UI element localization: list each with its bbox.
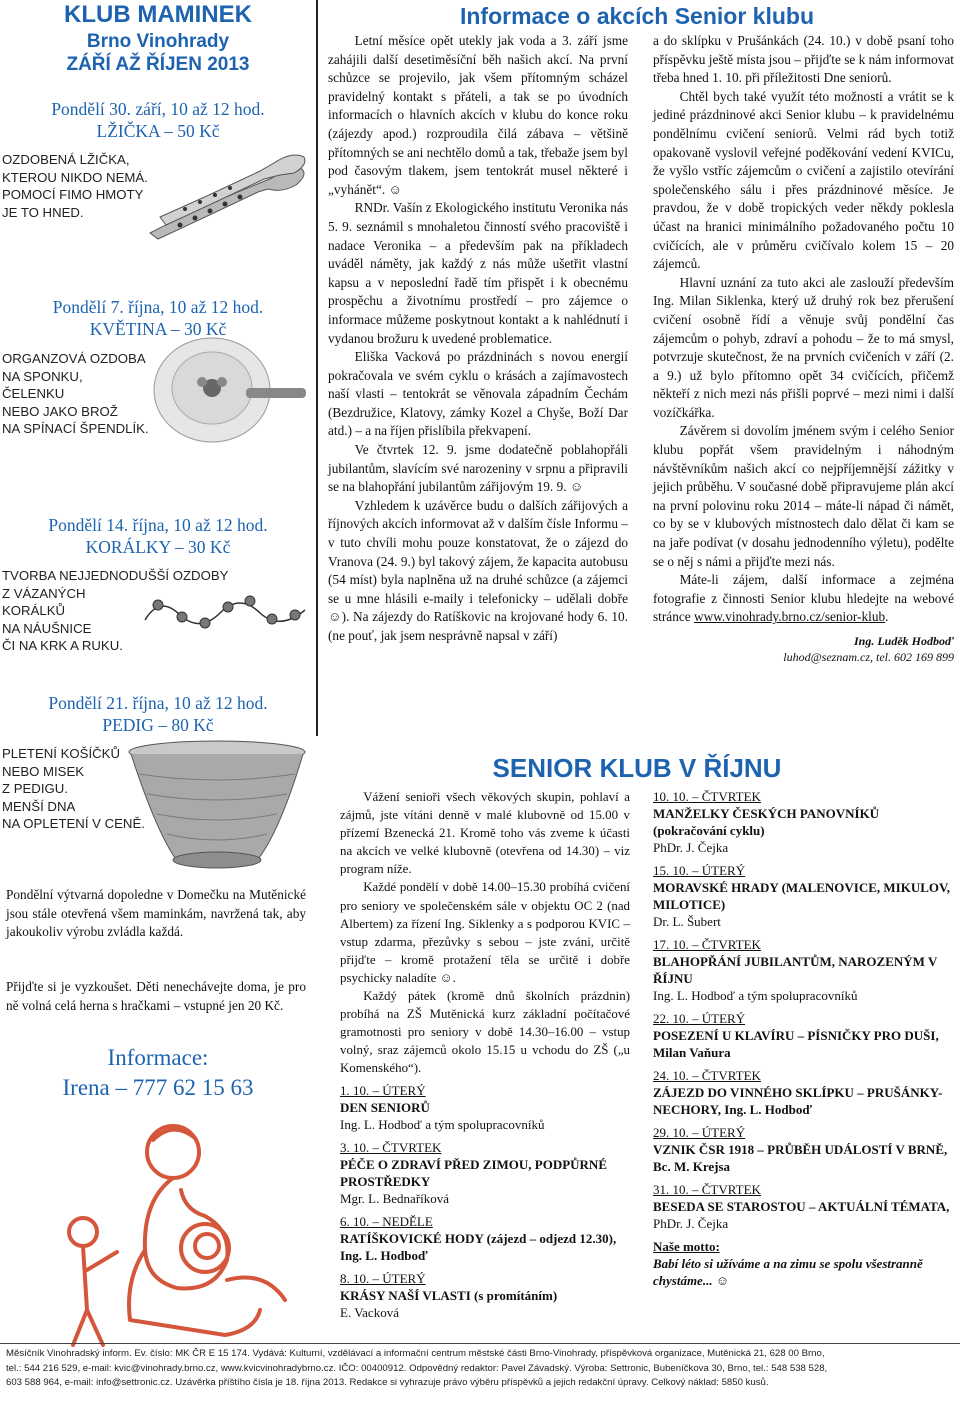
program-event-speaker: Ing. L. Hodboď a tým spolupracovníků [340,1117,545,1132]
info-contact: Irena – 777 62 15 63 [62,1075,254,1100]
program-event-title: ZÁJEZD DO VINNÉHO SKLÍPKU – PRUŠÁNKY-NECHORY, Ing. L. Hodboď [653,1085,943,1117]
program-event-date: 10. 10. – ČTVRTEK [653,789,761,804]
program-event [653,936,953,1004]
program-event [340,1270,640,1321]
program-event [653,1181,953,1232]
event-description: OZDOBENÁ LŽIČKA, KTEROU NIKDO NEMÁ. POMOCÍ FIMO HMOTY JE TO HNED. [2,152,148,220]
mother-child-illustration [55,1120,315,1355]
senior-info-col2 [653,32,954,665]
program-event-title: VZNIK ČSR 1918 – PRŮBĚH UDÁLOSTÍ V BRNĚ, Bc. M. Krejsa [653,1142,948,1174]
program-event-speaker: Dr. L. Šubert [653,914,721,929]
program-event-title: MANŽELKY ČESKÝCH PANOVNÍKŮ (pokračování cyklu) [653,806,880,838]
program-event-title: BLAHOPŘÁNÍ JUBILANTŮM, NAROZENÝM V ŘÍJNU [653,954,938,986]
club-subtitle: Brno Vinohrady [86,31,230,52]
program-event-date: 6. 10. – NEDĚLE [340,1214,433,1229]
intro-paragraph: Každý pátek (kromě dnů školních prázdnin) probíhá na ZŠ Mutěnická kurz základní počítačové gramotnosti pro seniory v době 14.30–16.00 – vstup volný, sraz zájemců okolo 15.15 u vchodu do ZŠ („u Komenského“). [340,989,630,1076]
signature-contact: luhod@seznam.cz, tel. 602 169 899 [783,650,954,664]
article-paragraph: Ve čtvrtek 12. 9. jsme dodatečně poblahopřáli jubilantům, slavícím své narozeniny v srpnu a připravili se na blahopřání jubilantům zářijovým 19. 9. ☺ [328,442,628,495]
article-paragraph: Máte-li zájem, další informace a zejména fotografie z činnosti Senior klubu hledejte na webové stránce www.vinohrady.brno.cz/senior-klub. [653,572,954,625]
wicker-basket-image [125,738,310,873]
club-title: KLUB MAMINEK [64,1,252,28]
events-left-column [340,1082,640,1327]
senior-october-title: SENIOR KLUB V ŘÍJNU [492,753,782,783]
event-description: TVORBA NEJJEDNODUŠŠÍ OZDOBY Z VÁZANÝCH KORÁLKŮ NA NÁUŠNICE ČI NA KRK A RUKU. [2,568,229,654]
event-date: Pondělí 21. října, 10 až 12 hod. [48,693,268,713]
article-paragraph: Letní měsíce opět utekly jak voda a 3. září jsme zahájili další desetiměsíční běh našich akcí. Na první schůzce se projevilo, jak všem přítomným scházel pravidelný kontakt s přáteli, a tak se po úvodních informacích o hlavních akcích v klubu do konce roku (zájezdy apod.) rozproudila čilá zábava – většině přítomných se ani nechtělo domů a tak, třebaže jsem byl pod časovým tlakem, jsem tentokrát musel některé i „vyhánět“. ☺ [328,33,628,197]
program-event-title: BESEDA SE STAROSTOU – AKTUÁLNÍ TÉMATA, [653,1199,950,1214]
article-paragraph: Chtěl bych také využít této možnosti a vrátit se k jediné prázdninové akci Senior klubu – k pravidelnému pondělnímu cvičení seniorů. Velmi rád bych totiž opakovaně vyslovil veřejné poděkování vedení KVICu, že vyšlo vstříc zájemcům o cvičení a zajistilo otevírání společenského sálu i přes prázdninové měsíce. Je pravdou, že v době tropických veder někdy poklesla účast na hranici minimálního požadovaného počtu 10 cvičících, ale v průměru cvičívalo kolem 15 – 20 zájemců. [653,88,954,272]
article-paragraph: a do sklípku v Prušánkách (24. 10.) v době psaní toho příspěvku ještě místa jsou – přijďte se k nám informovat třeba hned 1. 10. při příležitosti Dne seniorů. [653,33,954,86]
footer-rule [0,1343,960,1344]
footer-line: tel.: 544 216 529, e-mail: kvic@vinohrady.brno.cz, www.kvicvinohradybrno.cz. IČO: 00400912. Odpovědný redaktor: Pavel Závadský. Výroba: Settronic, Bubeníčkova 30, Brno, tel.: 548 538 528, [6,1362,828,1374]
web-link[interactable]: www.vinohrady.brno.cz/senior-klub [693,609,886,625]
signature-name: Ing. Luděk Hodboď [854,634,954,648]
program-event [340,1213,640,1264]
program-event-date: 1. 10. – ÚTERÝ [340,1083,426,1098]
events-right-column [653,788,953,1295]
program-event-date: 17. 10. – ČTVRTEK [653,937,761,952]
program-event [653,788,953,856]
program-event-speaker: Ing. L. Hodboď a tým spolupracovníků [653,988,858,1003]
program-event [653,1124,953,1175]
event-description: PLETENÍ KOŠÍČKŮ NEBO MISEK Z PEDIGU. MENŠÍ DNA NA OPLETENÍ V CENĚ. [2,746,145,832]
footer [6,1347,956,1391]
program-event-date: 15. 10. – ÚTERÝ [653,863,746,878]
para-text: Přijďte si je vyzkoušet. Děti nenechávejte doma, je pro ně volná celá herna s hračkami – vstupné jen 20 Kč. [6,979,306,1013]
organza-flower-image [150,330,310,450]
article-paragraph: Hlavní uznání za tuto akci ale zaslouží především Ing. Milan Siklenka, který už druhý rok bez přerušení cvičení osobně řídí a věnuje svůj pondělní čas zájemcům o pohyb, zdraví a pohodu – že to má smysl, potvrzuje skutečnost, že na prvních cvičeních v září (2. a 9.) už bylo přítomno opět 34 cvičících, přičemž někteří z nich mezi nás přišli poprvé – mezi nimi i další vozíčkářka. [653,274,954,420]
program-event-title: POSEZENÍ U KLAVÍRU – PÍSNIČKY PRO DUŠI, Milan Vaňura [653,1028,939,1060]
info-label: Informace: [107,1045,209,1070]
program-event [653,1067,953,1118]
intro-paragraph: Vážení senioři všech věkových skupin, pohlaví a zájmů, jste vítáni denně v malé klubovně od 15.00 v přízemí Bzenecká 21. Kromě toho vás zveme k účasti na akcích ve velké klubovně (otevřena od 14.30) – viz program níže. [340,790,630,877]
program-event-speaker: E. Vacková [340,1305,399,1320]
article-paragraph: RNDr. Vašín z Ekologického institutu Veronika nás 5. 9. seznámil s mnohaletou činností svého pracoviště i nadace Veronika – a především pak na příkladech uváděl náměty, jak každý z nás může ušetřit vlastní kapsu a v neposlední řadě tím přispět i k obecnému prospěchu a životnímu prostředí – pro zájemce o informace můžeme poskytnout kontakt a k nahlédnutí i vydanou brožuru k uvedené problematice. [328,200,628,346]
footer-line: Měsíčník Vinohradský inform. Ev. číslo: MK ČR E 15 174. Vydává: Kulturní, vzdělávací a informační centrum městské části Brno-Vinohrady, příspěvková organizace, Mutěnická 21, 628 00 Brno, [6,1348,825,1359]
column-divider [316,0,318,736]
motto-label: Naše motto: [653,1239,720,1254]
column-divider-lower [316,756,317,1336]
program-event-date: 31. 10. – ČTVRTEK [653,1182,761,1197]
motto-text: Babí léto si užíváme a na zimu se spolu všestranně chystáme... ☺ [653,1256,923,1288]
club-period: ZÁŘÍ AŽ ŘÍJEN 2013 [66,54,250,75]
event-description: ORGANZOVÁ OZDOBA NA SPONKU, ČELENKU NEBO JAKO BROŽ NA SPÍNACÍ ŠPENDLÍK. [2,351,149,437]
program-event [340,1139,640,1207]
program-event-title: PÉČE O ZDRAVÍ PŘED ZIMOU, PODPŮRNÉ PROSTŘEDKY [340,1157,607,1189]
senior-info-title: Informace o akcích Senior klubu [459,3,815,29]
event-title: KVĚTINA – 30 Kč [89,319,227,339]
program-event-speaker: Mgr. L. Bednaříková [340,1191,450,1206]
event-title: KORÁLKY – 30 Kč [85,537,231,557]
program-event-date: 3. 10. – ČTVRTEK [340,1140,442,1155]
event-date: Pondělí 30. září, 10 až 12 hod. [51,99,265,119]
program-event-title: KRÁSY NAŠÍ VLASTI (s promítáním) [340,1288,558,1303]
article-paragraph: Závěrem si dovolím jménem svým i celého Senior klubu popřát všem pravidelným i náhodným návštěvníkům našich akcí co nejpříjemnější zážitky v jejich průběhu. V současné době připravujeme plán akcí na první polovinu roku 2014 – máte-li nápad či námět, co by se v klubových místnostech dalo dělat či kam se na jaře podívat (v dosahu jednodenního výletu), podělte se o něj s námi a přijďte mezi nás. [653,423,954,569]
footer-line: 603 588 964, e-mail: info@settronic.cz. Uzávěrka příštího čísla je 18. října 2013. Redakce si vyhrazuje právo výběru příspěvků a jejich redakční úpravy. Celkový náklad: 5850 kusů. [6,1377,769,1388]
program-event-title: MORAVSKÉ HRADY (MALENOVICE, MIKULOV, MILOTICE) [653,880,950,912]
program-event-title: RATÍŠKOVICKÉ HODY (zájezd – odjezd 12.30), Ing. L. Hodboď [340,1231,617,1263]
program-event [653,1010,953,1061]
senior-october-intro [340,788,630,1078]
para-text: Pondělní výtvarná dopoledne v Domečku na Mutěnické jsou stále otevřená všem maminkám, navržená tak, aby jakoukoliv výrobu zvládla každá. [6,887,306,940]
para-morning-workshops [6,886,306,942]
para-invitation [6,978,306,1015]
program-event-date: 22. 10. – ÚTERÝ [653,1011,746,1026]
program-event-speaker: PhDr. J. Čejka [653,1216,729,1231]
spoon-fork-image [140,145,310,245]
program-event [340,1082,640,1133]
program-event [653,862,953,930]
beaded-necklace-image [140,575,310,645]
article-paragraph: Eliška Vacková po prázdninách s novou energií pokračovala ve svém cyklu o krásách a zajímavostech naší vlasti – tentokrát se věnovala západním Čechám (Bezdružice, Klatovy, zámky Kozel a Chyše, Boží Dar atd.) – a na říjen přislíbila překvapení. [328,349,628,439]
event-date: Pondělí 7. října, 10 až 12 hod. [52,297,264,317]
event-title: PEDIG – 80 Kč [102,715,214,735]
intro-paragraph: Každé pondělí v době 14.00–15.30 probíhá cvičení pro seniory ve společenském sále v objektu OC 2 (nad Albertem) za řízení Ing. Siklenky a s podporou KVIC – vstup zdarma, přezůvky s sebou – jste zváni, určitě přijďte – kromě protažení těla se určitě i dobře psychicky naladíte ☺. [340,880,630,985]
motto [653,1238,953,1289]
program-event-title: DEN SENIORŮ [340,1100,430,1115]
program-event-date: 29. 10. – ÚTERÝ [653,1125,746,1140]
program-event-date: 8. 10. – ÚTERÝ [340,1271,426,1286]
event-date: Pondělí 14. října, 10 až 12 hod. [48,515,268,535]
program-event-date: 24. 10. – ČTVRTEK [653,1068,761,1083]
senior-info-col1 [328,32,628,646]
event-title: LŽIČKA – 50 Kč [96,121,220,141]
para-text: Máte-li zájem, další informace a zejména fotografie z činnosti Senior klubu hledejte na webové stránce [653,572,954,625]
article-paragraph: Vzhledem k uzávěrce budu o dalších zářijových a říjnových akcích informovat až v dalším čísle Informu – v tuto chvíli mohu pouze konstatovat, že o zájezd do Vranova (24. 9.) byl takový zájem, že kapacita autobusu (54 míst) byla naplněna už na druhé schůzce (a zájemci se u mne hlásili e-maily i telefonicky – udělali dobře ☺). Na zájezdy do Ratíškovic na krojované hody 6. 10. (ne pouť, jak jsem nesprávně napsal v září) [328,497,628,643]
program-event-speaker: PhDr. J. Čejka [653,840,729,855]
